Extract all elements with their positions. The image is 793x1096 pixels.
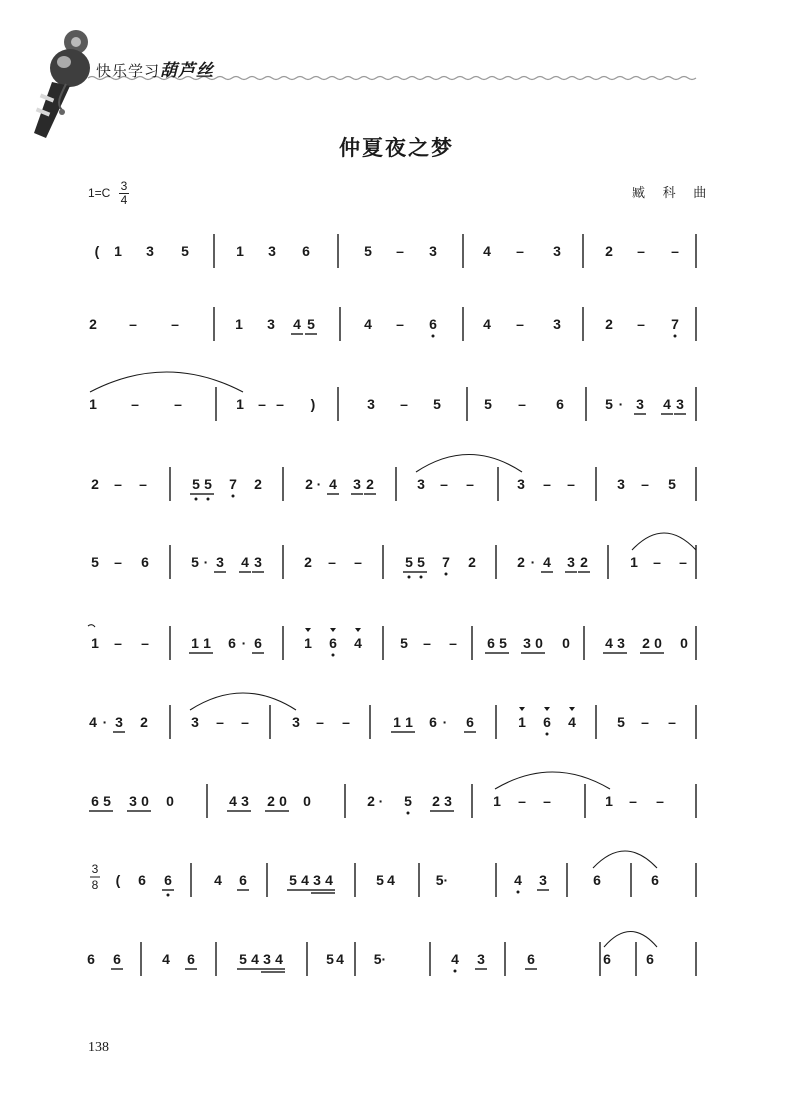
score-note: 6	[527, 951, 535, 967]
ornament-mark	[305, 628, 311, 632]
score-note: 1	[236, 396, 244, 412]
score-note: 3	[216, 554, 224, 570]
score-note: –	[629, 793, 637, 809]
score-note: 5	[405, 554, 413, 570]
octave-dot-below	[546, 733, 549, 736]
score-note: 1	[203, 635, 211, 651]
score-note: 3	[523, 635, 531, 651]
score-note: 3	[567, 554, 575, 570]
score-note: 4	[325, 872, 333, 888]
octave-dot-below	[432, 335, 435, 338]
score-note: 4	[483, 243, 491, 259]
octave-dot-below	[207, 498, 210, 501]
page-number: 138	[88, 1040, 109, 1055]
score-note: ·	[530, 554, 536, 570]
score-note: 6	[651, 872, 659, 888]
score-note: 4	[514, 872, 522, 888]
score-note: 1	[405, 714, 413, 730]
score-note: 6	[329, 635, 337, 651]
score-note: 6	[429, 316, 437, 332]
score-note: 7	[442, 554, 450, 570]
key-signature: 1=C	[88, 186, 111, 200]
score-note: 3	[553, 316, 561, 332]
score-note: –	[653, 554, 661, 570]
score-note: 6	[239, 872, 247, 888]
score-note: 0	[654, 635, 662, 651]
score-note: 6	[228, 635, 236, 651]
score-note: –	[258, 396, 266, 412]
score-note: 4	[89, 714, 97, 730]
score-note: 2	[140, 714, 148, 730]
score-note: –	[216, 714, 224, 730]
score-note: –	[668, 714, 676, 730]
score-note: –	[171, 316, 179, 332]
score-note: 4	[387, 872, 395, 888]
score-note: 1	[393, 714, 401, 730]
score-note: 2	[366, 476, 374, 492]
score-note: 5·	[435, 872, 449, 888]
composer-credit: 臧 科 曲	[632, 185, 714, 200]
score-note: 2	[605, 316, 613, 332]
score-note: 5	[417, 554, 425, 570]
score-note: –	[276, 396, 284, 412]
score-note: –	[466, 476, 474, 492]
score-note: 1	[304, 635, 312, 651]
score-note: 6	[254, 635, 262, 651]
octave-dot-below	[445, 573, 448, 576]
score-note: –	[114, 635, 122, 651]
score-note: 2	[89, 316, 97, 332]
score-note: –	[139, 476, 147, 492]
score-note: –	[129, 316, 137, 332]
score-note: 4	[329, 476, 337, 492]
score-note: 4	[336, 951, 344, 967]
score-note: 1	[518, 714, 526, 730]
score-note: 0	[303, 793, 311, 809]
slur-tie	[604, 932, 657, 948]
score-note: 3	[267, 316, 275, 332]
score-note: 3	[553, 243, 561, 259]
score-note: 1	[114, 243, 122, 259]
score-note: –	[114, 476, 122, 492]
score-note: ·	[203, 554, 209, 570]
score-note: 3	[477, 951, 485, 967]
score-note: –	[396, 316, 404, 332]
score-note: –	[396, 243, 404, 259]
score-note: 5	[181, 243, 189, 259]
ornament-mark	[355, 628, 361, 632]
score-note: 5	[404, 793, 412, 809]
octave-dot-below	[454, 970, 457, 973]
score-note: –	[641, 714, 649, 730]
score-note: 4	[301, 872, 309, 888]
score-note: 2	[304, 554, 312, 570]
score-note: –	[354, 554, 362, 570]
score-note: 5	[499, 635, 507, 651]
score-note: 6	[603, 951, 611, 967]
score-note: 4	[293, 316, 301, 332]
score-note: –	[637, 316, 645, 332]
ornament-mark	[330, 628, 336, 632]
score-note: 2	[605, 243, 613, 259]
score-note: 5	[484, 396, 492, 412]
score-note: 6	[87, 951, 95, 967]
score-note: 1	[89, 396, 97, 412]
score-note: 6	[487, 635, 495, 651]
score-note: 2	[91, 476, 99, 492]
score-note: 1	[235, 316, 243, 332]
score-note: 1	[191, 635, 199, 651]
slur-tie	[495, 772, 610, 789]
score-note: –	[543, 793, 551, 809]
score-note: 5	[91, 554, 99, 570]
score-note: 4	[354, 635, 362, 651]
score-note: 3	[367, 396, 375, 412]
score-note: –	[543, 476, 551, 492]
score-note: 6	[164, 872, 172, 888]
score-note: 6	[302, 243, 310, 259]
score-note: 2	[367, 793, 375, 809]
score-note: 5	[307, 316, 315, 332]
score-note: 3	[268, 243, 276, 259]
score-note: –	[671, 243, 679, 259]
ornament-mark	[569, 707, 575, 711]
score-note: 6	[91, 793, 99, 809]
score-note: 0	[535, 635, 543, 651]
score-note: 3	[617, 476, 625, 492]
score-note: 4	[275, 951, 283, 967]
score-note: 5	[103, 793, 111, 809]
score-note: 2	[254, 476, 262, 492]
score-note: 3	[636, 396, 644, 412]
score-note: 5	[204, 476, 212, 492]
score-note: 1	[630, 554, 638, 570]
score-note: 6	[556, 396, 564, 412]
score-note: 4	[229, 793, 237, 809]
score-note: –	[342, 714, 350, 730]
score-note: (	[115, 872, 121, 888]
score-note: 6	[113, 951, 121, 967]
score-note: –	[518, 396, 526, 412]
score-note: 7	[671, 316, 679, 332]
score-note: 4	[251, 951, 259, 967]
score-note: 0	[166, 793, 174, 809]
slur-tie-end	[88, 625, 95, 627]
score-note: 2	[267, 793, 275, 809]
score-note: 3	[241, 793, 249, 809]
score-note: 6	[466, 714, 474, 730]
score-note: 5	[239, 951, 247, 967]
score-note: 5	[433, 396, 441, 412]
score-note: 5	[617, 714, 625, 730]
score-note: –	[114, 554, 122, 570]
score-note: 3	[617, 635, 625, 651]
octave-dot-below	[195, 498, 198, 501]
score-note: 3	[417, 476, 425, 492]
time-signature-bottom: 4	[120, 193, 128, 207]
song-title: 仲夏夜之梦	[339, 136, 454, 160]
score-note: –	[637, 243, 645, 259]
score-note: 4	[162, 951, 170, 967]
score-note: –	[316, 714, 324, 730]
score-note: (	[94, 243, 100, 259]
score-note: 2	[432, 793, 440, 809]
score-note: –	[141, 635, 149, 651]
score-note: ·	[378, 793, 384, 809]
score-note: 4	[483, 316, 491, 332]
score-note: 5	[364, 243, 372, 259]
score-note: 6	[593, 872, 601, 888]
octave-dot-below	[517, 891, 520, 894]
score-note: –	[567, 476, 575, 492]
ornament-mark	[544, 707, 550, 711]
score-note: 4	[568, 714, 576, 730]
score-note: 2	[468, 554, 476, 570]
score-note: 2	[580, 554, 588, 570]
score-note: 3	[444, 793, 452, 809]
time-signature-38-bottom: 8	[91, 878, 99, 892]
score-note: –	[131, 396, 139, 412]
octave-dot-below	[332, 654, 335, 657]
score-note: –	[423, 635, 431, 651]
score-note: 4	[214, 872, 222, 888]
score-note: –	[440, 476, 448, 492]
score-note: 3	[129, 793, 137, 809]
score-note: 4	[605, 635, 613, 651]
score-note: ·	[102, 714, 108, 730]
score-note: 5	[376, 872, 384, 888]
score-note: ·	[442, 714, 448, 730]
score-note: 3	[115, 714, 123, 730]
score-note: 0	[279, 793, 287, 809]
score-note: –	[241, 714, 249, 730]
octave-dot-below	[407, 812, 410, 815]
score-note: 3	[539, 872, 547, 888]
score-note: 0	[141, 793, 149, 809]
score-note: 3	[263, 951, 271, 967]
time-signature-38-top: 3	[91, 862, 99, 876]
score-note: 4	[543, 554, 551, 570]
score-note: 5	[289, 872, 297, 888]
score-note: 5	[192, 476, 200, 492]
score-note: –	[328, 554, 336, 570]
score-note: 3	[517, 476, 525, 492]
octave-dot-below	[167, 894, 170, 897]
score-note: –	[174, 396, 182, 412]
octave-dot-below	[674, 335, 677, 338]
score-note: 3	[429, 243, 437, 259]
score-note: 4	[364, 316, 372, 332]
score-note: 5·	[373, 951, 387, 967]
score-note: 3	[676, 396, 684, 412]
score-note: 4	[663, 396, 671, 412]
score-note: –	[449, 635, 457, 651]
score-note: 3	[292, 714, 300, 730]
score-note: ·	[316, 476, 322, 492]
score-note: 6	[141, 554, 149, 570]
score-note: 3	[191, 714, 199, 730]
score-note: –	[518, 793, 526, 809]
score-note: 1	[605, 793, 613, 809]
score-note: 4	[451, 951, 459, 967]
score-note: 3	[146, 243, 154, 259]
score-note: 1	[493, 793, 501, 809]
score-note: 5	[605, 396, 613, 412]
octave-dot-below	[408, 576, 411, 579]
score-note: 3	[353, 476, 361, 492]
score-note: –	[641, 476, 649, 492]
score-note: 6	[543, 714, 551, 730]
slur-tie	[190, 693, 296, 710]
score-note: –	[679, 554, 687, 570]
series-prefix: 快乐学习	[96, 63, 161, 80]
ornament-mark	[519, 707, 525, 711]
score-note: ·	[618, 396, 624, 412]
score-note: 4	[241, 554, 249, 570]
score-note: –	[516, 243, 524, 259]
score-note: 3	[254, 554, 262, 570]
slur-tie	[90, 372, 243, 392]
score-note: 0	[680, 635, 688, 651]
score-note: 6	[138, 872, 146, 888]
score-note: 2	[642, 635, 650, 651]
slur-tie	[593, 851, 657, 868]
octave-dot-below	[232, 495, 235, 498]
score-note: 2	[305, 476, 313, 492]
score-note: 0	[562, 635, 570, 651]
score-note: 1	[91, 635, 99, 651]
score-note: 5	[400, 635, 408, 651]
slur-tie	[416, 455, 522, 473]
score-note: 6	[187, 951, 195, 967]
time-signature-top: 3	[120, 179, 128, 193]
score-note: 5	[191, 554, 199, 570]
score-note: 3	[313, 872, 321, 888]
score-note: 1	[236, 243, 244, 259]
score-note: )	[310, 396, 316, 412]
score-note: 7	[229, 476, 237, 492]
score-note: –	[656, 793, 664, 809]
score-note: 5	[326, 951, 334, 967]
slur-tie	[632, 533, 696, 550]
score-note: –	[516, 316, 524, 332]
score-note: ·	[241, 635, 247, 651]
score-note: 6	[646, 951, 654, 967]
score-note: 2	[517, 554, 525, 570]
score-note: 5	[668, 476, 676, 492]
score-note: 6	[429, 714, 437, 730]
octave-dot-below	[420, 576, 423, 579]
score-note: –	[400, 396, 408, 412]
series-instrument: 葫芦丝	[160, 61, 215, 81]
